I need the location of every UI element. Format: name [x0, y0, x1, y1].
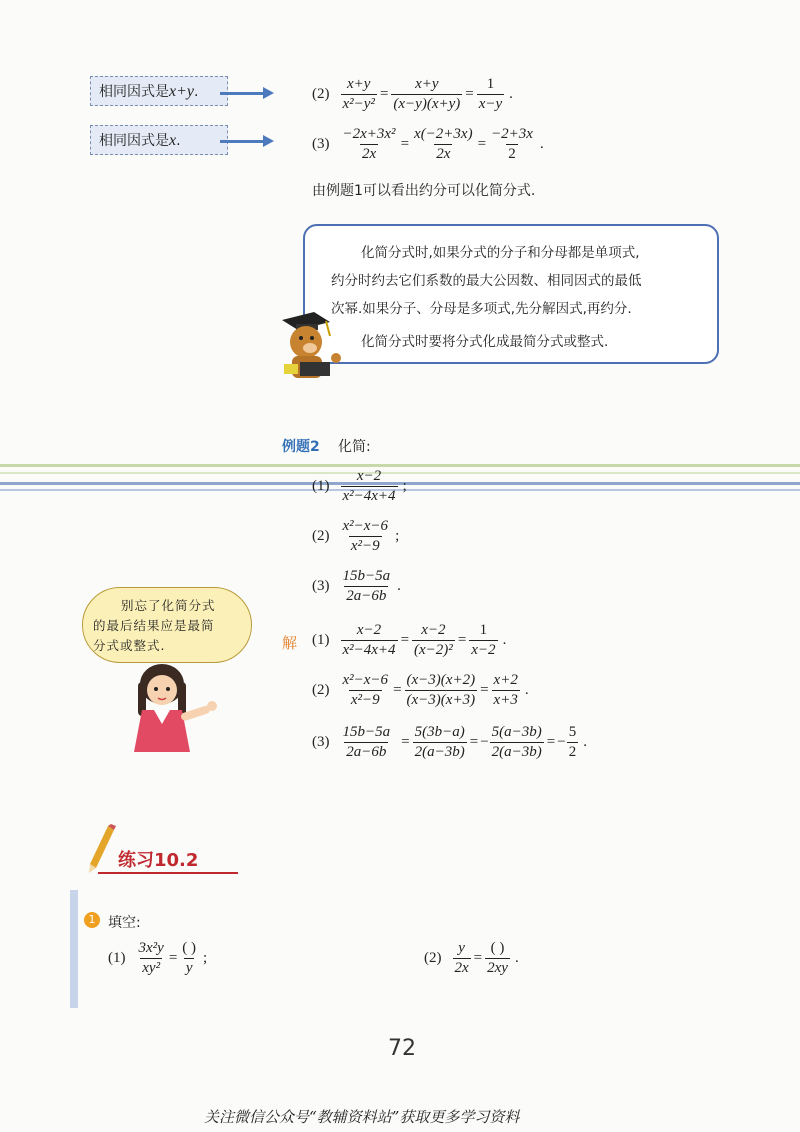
exercise-title: 练习10.2 [118, 850, 199, 871]
exercise-sidebar [70, 890, 78, 1008]
arrow-right-icon [220, 140, 264, 143]
frac-den: 2a−6b [346, 744, 387, 760]
example2-problem-3 [312, 568, 401, 605]
frac-num: 15b−5a [342, 568, 391, 584]
frac-den: (x−y)(x+y) [393, 96, 461, 112]
frac-num: x²−x−6 [342, 672, 389, 688]
frac-den: (x−3)(x+3) [406, 692, 476, 708]
frac-num: x−2 [356, 468, 382, 484]
footer-note: 关注微信公众号“教辅资料站”获取更多学习资料 [204, 1108, 520, 1126]
end-mark: . [524, 682, 529, 698]
cloud-line-2: 的最后结果应是最简 [93, 618, 215, 633]
girl-mascot-icon [120, 662, 220, 756]
frac-num: 5 [568, 724, 577, 740]
example2-instruction: 化简: [338, 439, 371, 455]
frac-num: x(−2+3x) [414, 126, 473, 142]
side-note-1-var: x+y [169, 83, 194, 100]
problem-label: (2) [312, 528, 330, 544]
frac-den: 2(a−3b) [414, 744, 465, 760]
ex1-conclusion: 由例题1可以看出约分可以化简分式. [312, 183, 536, 199]
end-mark: ; [402, 478, 407, 494]
example2-problem-1 [312, 468, 407, 505]
example2-title: 例题2 [282, 439, 320, 455]
side-note-1-end: . [194, 84, 199, 100]
end-mark: ; [395, 528, 400, 544]
exercise-label: (2) [424, 950, 442, 966]
bubble-line-2: 约分时约去它们系数的最大公因数、相同因式的最低 [331, 273, 642, 289]
solution-num: (1) [312, 632, 330, 648]
frac-num: −2x+3x² [342, 126, 396, 142]
frac-den: 2xy [487, 960, 508, 976]
exercise-label: (1) [108, 950, 126, 966]
side-note-2 [90, 125, 228, 155]
problem-label: (3) [312, 578, 330, 594]
end-mark: . [514, 950, 519, 966]
arrow-right-icon [220, 92, 264, 95]
frac-num: y [458, 940, 465, 956]
frac-den: x−2 [471, 642, 496, 658]
ex1-p2-equation: (2) $\frac{x+y}{\text{x²−y²}}$ = $\frac{x+y}{(x-y)(x+y)}$ = $\frac{1}{x-y}$ . [312, 76, 513, 112]
side-note-2-var: x [169, 132, 177, 149]
frac-den: 2x [436, 146, 451, 162]
ex1-p2-label: (2) [312, 86, 330, 102]
frac-den: 2x [454, 960, 469, 976]
frac-den: 2 [508, 146, 516, 162]
frac-den: 2x [361, 146, 377, 162]
exercise-underline [98, 872, 238, 874]
end-mark: . [583, 734, 587, 750]
bubble-line-1: 化简分式时,如果分式的分子和分母都是单项式, [361, 245, 640, 261]
solution-3: (3) $\frac{15b-5a}{2a-6b}$ = $\frac{5(3b-a)}{2(a-3b)}$ = − $\frac{5(a-3b)}{2(a-3b)}$ = − $\frac{5}{2}$ . [312, 724, 587, 760]
frac-den: x+3 [493, 692, 518, 708]
frac-den: x²−y² [342, 96, 375, 112]
side-note-1 [90, 76, 228, 106]
frac-num: x−2 [356, 622, 382, 638]
solution-num: (3) [312, 734, 330, 750]
end-mark: ; [203, 950, 208, 966]
cloud-line-3: 分式或整式. [93, 638, 166, 653]
blank-slot[interactable]: ( ) [182, 940, 197, 956]
end-mark: . [509, 86, 513, 102]
frac-num: 1 [486, 76, 495, 92]
problem-label: (1) [312, 478, 330, 494]
solution-2: (2) $\frac{\text{x²−x−6}}{\text{x²−9}}$ = $\frac{(x-3)(x+2)}{(x-3)(x+3)}$ = $\frac{x+2}{x+3}$ . [312, 672, 529, 708]
tip-cloud [82, 587, 252, 663]
blank-slot[interactable]: ( ) [490, 940, 505, 956]
bear-mascot-icon [270, 306, 350, 382]
frac-den: x−y [478, 96, 503, 112]
side-note-1-label: 相同因式是 [99, 84, 169, 100]
frac-num: (x−3)(x+2) [406, 672, 476, 688]
frac-num: x+2 [493, 672, 518, 688]
frac-num: 15b−5a [342, 724, 391, 740]
end-mark: . [539, 136, 544, 152]
frac-num: 3x²y [138, 940, 164, 956]
frac-num: x²−x−6 [342, 518, 389, 534]
minus-sign: − [557, 734, 566, 750]
ex1-p3-equation: (3) $\frac{\text{−2x+3x²}}{2x}$ = $\frac{x(-2+3x)}{2x}$ = $\frac{-2+3x}{2}$ . [312, 126, 544, 162]
example2-problem-2 [312, 518, 399, 555]
pencil-icon [86, 824, 116, 874]
end-mark: . [397, 578, 401, 594]
page-number: 72 [388, 1036, 416, 1061]
bubble-line-3: 次幂.如果分子、分母是多项式,先分解因式,再约分. [331, 301, 632, 317]
bubble-line-4: 化简分式时要将分式化成最简分式或整式. [361, 334, 609, 350]
cloud-line-1: 别忘了化简分式 [121, 598, 216, 613]
side-note-2-end: . [176, 133, 181, 149]
divider-band [0, 464, 800, 467]
frac-den: xy² [142, 960, 161, 976]
solution-1: (1) $\frac{x-2}{\text{x²−4x+4}}$ = $\frac{x-2}{\text{(x−2)²}}$ = $\frac{1}{x-2}$ . [312, 622, 507, 658]
ex1-p3-label: (3) [312, 136, 330, 152]
tip-bubble [303, 224, 719, 364]
solution-label: 解 [282, 634, 298, 652]
frac-den: x²−4x+4 [342, 642, 396, 658]
frac-num: 5(a−3b) [491, 724, 542, 740]
q1-text: 填空: [108, 915, 141, 931]
solution-num: (2) [312, 682, 330, 698]
frac-num: 5(3b−a) [414, 724, 465, 740]
minus-sign: − [480, 734, 489, 750]
frac-num: 1 [479, 622, 488, 638]
side-note-2-label: 相同因式是 [99, 133, 169, 149]
frac-den: 2 [568, 744, 577, 760]
frac-den: x²−9 [350, 692, 380, 708]
frac-den: y [185, 960, 193, 976]
frac-den: x²−9 [350, 538, 380, 554]
exercise-p2: (2) $\frac{y}{2x}$ = ( ) 2xy . [424, 940, 519, 976]
frac-den: 2a−6b [346, 588, 387, 604]
frac-num: x+y [347, 76, 371, 92]
frac-num: x+y [415, 76, 439, 92]
q1-number-badge: 1 [84, 912, 100, 928]
frac-den: (x−2)² [414, 642, 453, 658]
frac-den: x²−4x+4 [342, 488, 396, 504]
exercise-p1: (1) $\frac{\text{3x²y}}{\text{xy²}}$ = ( ) y ; [108, 940, 208, 976]
frac-num: −2+3x [491, 126, 533, 142]
end-mark: . [502, 632, 507, 648]
frac-num: x−2 [421, 622, 446, 638]
frac-den: 2(a−3b) [491, 744, 542, 760]
